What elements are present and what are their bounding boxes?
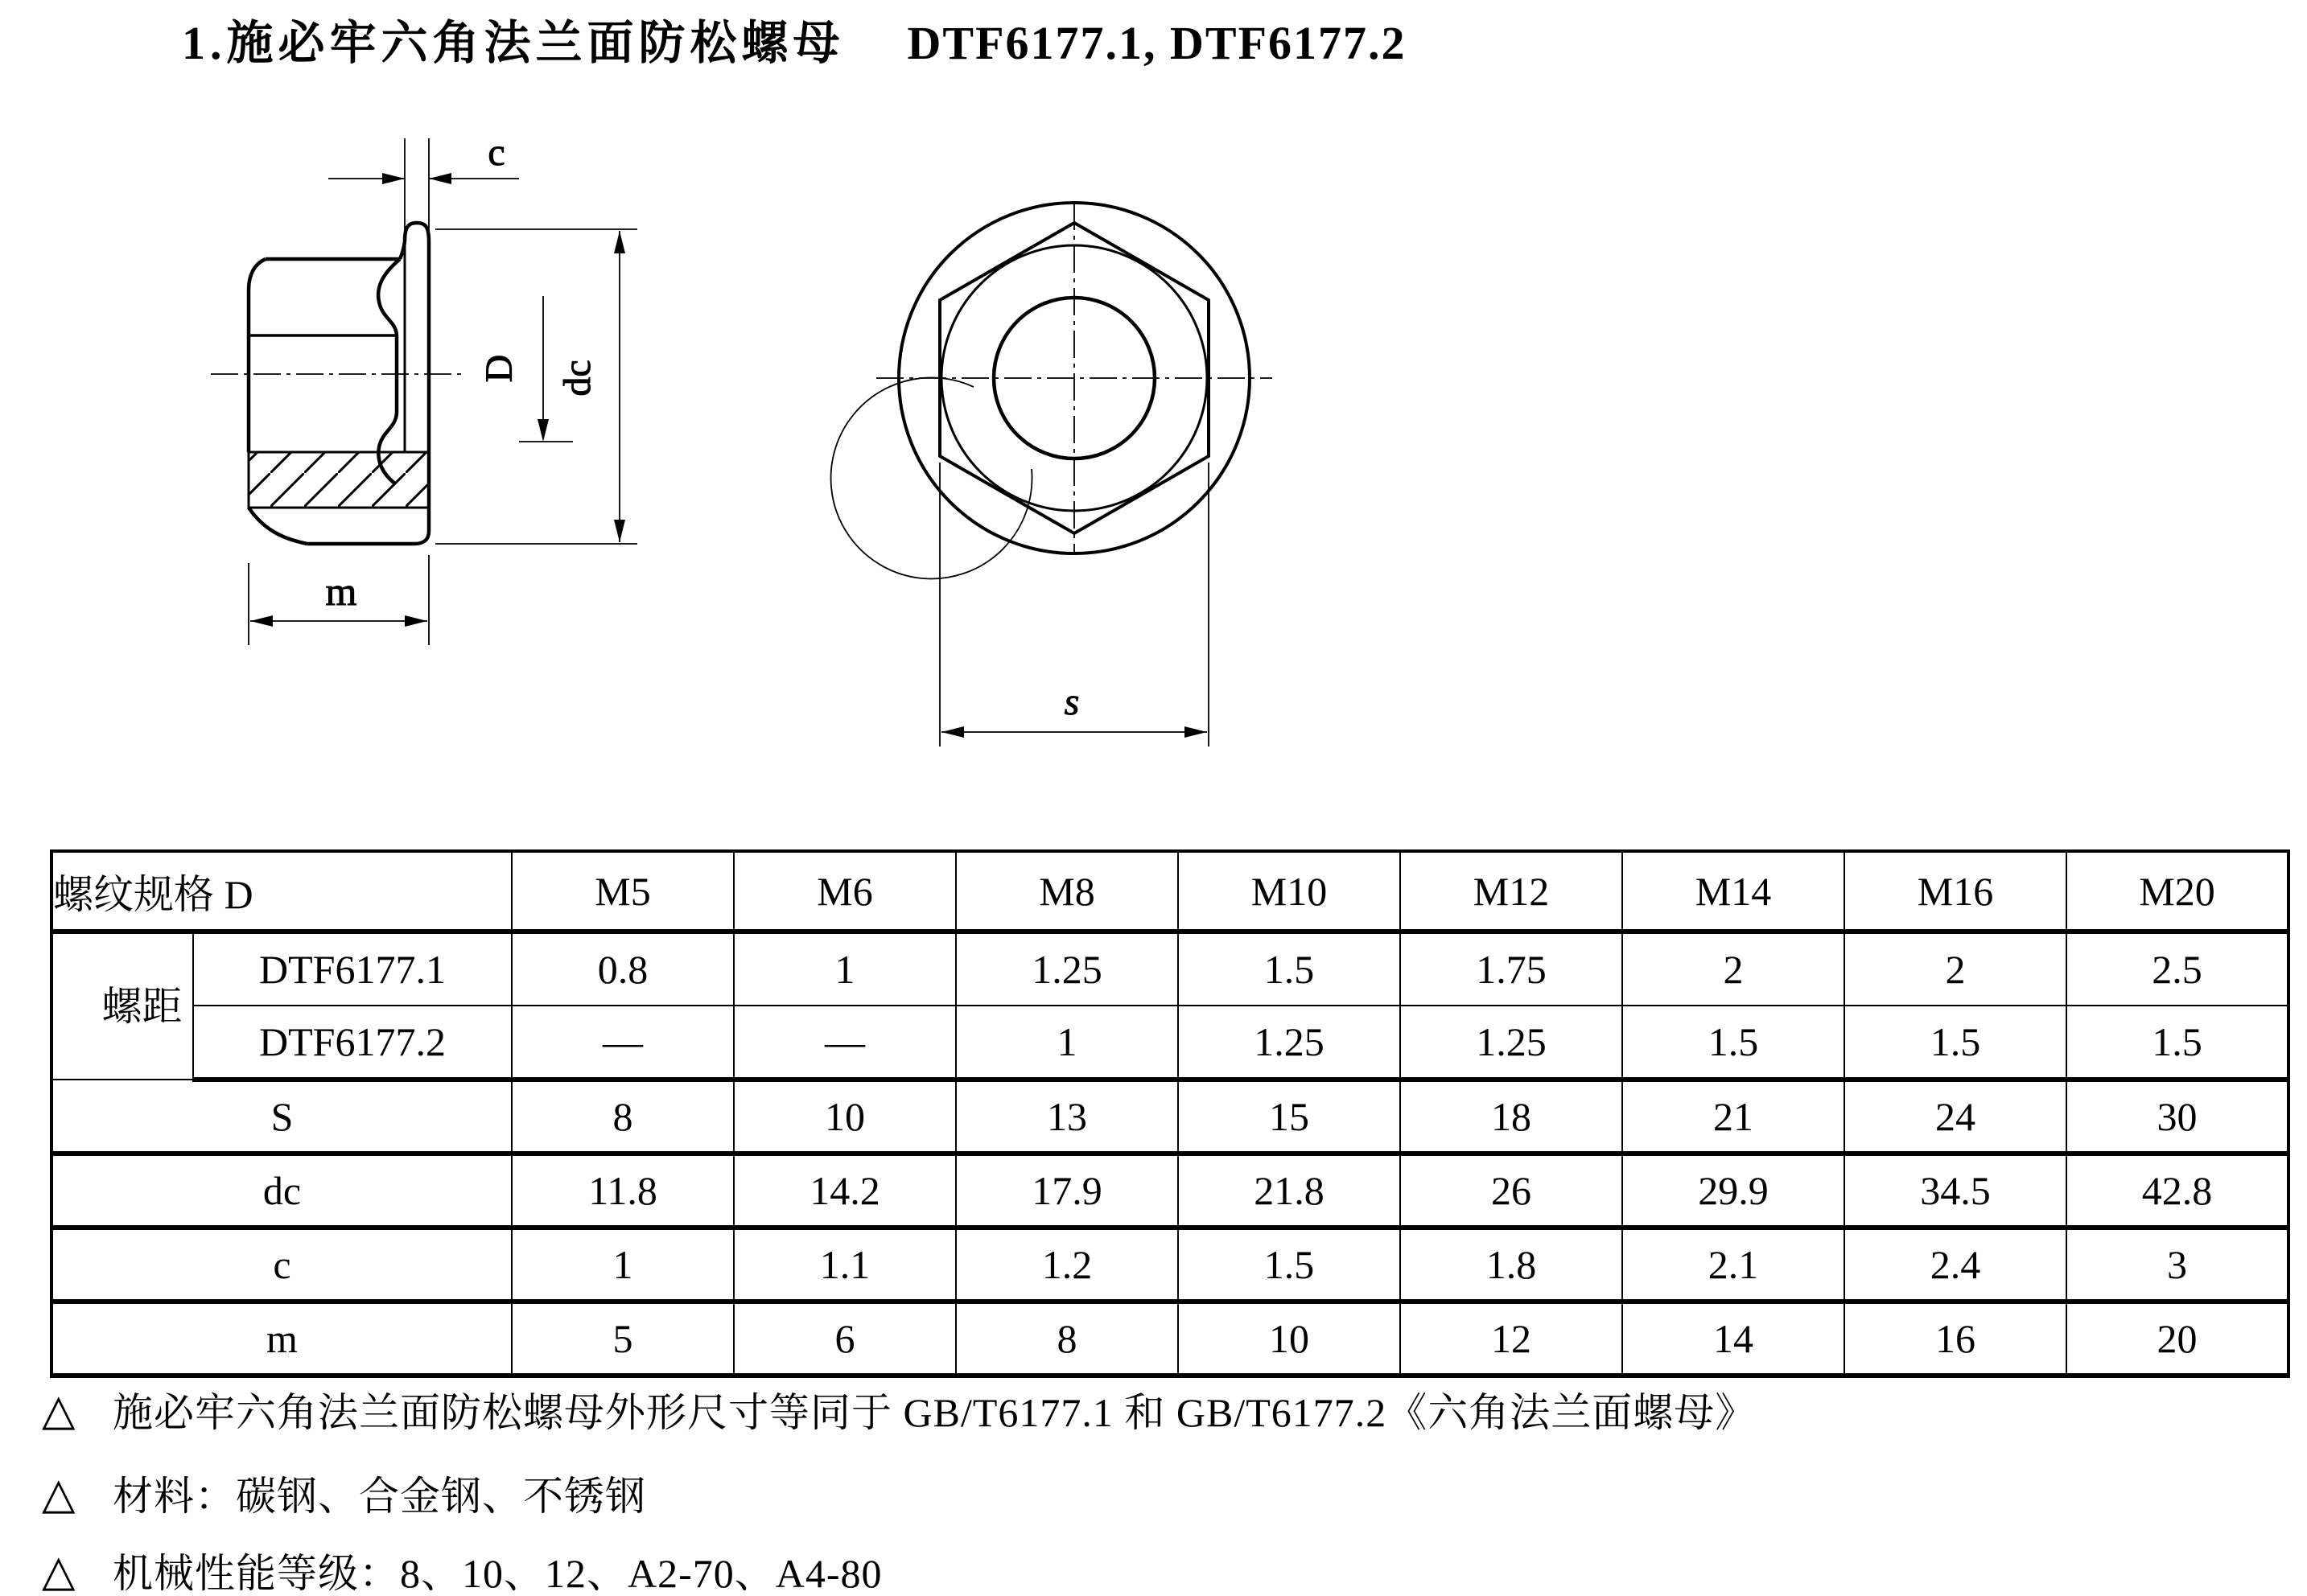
table-cell: 14 (1622, 1302, 1844, 1376)
table-cell: 21 (1622, 1080, 1844, 1154)
row-label: S (51, 1080, 512, 1154)
footnote-mechanical-grade (42, 1541, 883, 1596)
footnote-equivalence (42, 1380, 1756, 1438)
technical-drawing (0, 0, 1609, 837)
row-label: DTF6177.2 (193, 1006, 512, 1080)
table-cell: — (512, 1006, 734, 1080)
dim-m-arrow-left (250, 615, 273, 627)
footnote-text: 材料：碳钢、合金钢、不锈钢 (113, 1474, 646, 1519)
table-cell: 1.1 (734, 1228, 956, 1302)
table-cell: 1.5 (1178, 1228, 1400, 1302)
spec-header-cell: 螺纹规格 D (51, 851, 512, 932)
footnote-text: 机械性能等级：8、10、12、A2-70、A4-80 (113, 1551, 883, 1596)
table-cell: 2.4 (1844, 1228, 2066, 1302)
table-cell: 8 (512, 1080, 734, 1154)
dim-s-arrow-left (941, 726, 964, 738)
table-cell: 1 (734, 932, 956, 1006)
col-header-m20: M20 (2066, 851, 2288, 932)
table-cell: 42.8 (2066, 1154, 2288, 1228)
table-cell: 1.5 (1622, 1006, 1844, 1080)
table-cell: 11.8 (512, 1154, 734, 1228)
table-cell: 15 (1178, 1080, 1400, 1154)
table-cell: 16 (1844, 1302, 2066, 1376)
row-label: DTF6177.1 (193, 932, 512, 1006)
table-row-dtf6177-2 (51, 1006, 2288, 1080)
table-cell: 17.9 (956, 1154, 1178, 1228)
pitch-group-label: 螺距 (101, 984, 183, 1029)
table-cell: 18 (1400, 1080, 1622, 1154)
row-label: m (51, 1302, 512, 1376)
table-cell: 29.9 (1622, 1154, 1844, 1228)
table-cell: 1.75 (1400, 932, 1622, 1006)
table-cell: 3 (2066, 1228, 2288, 1302)
table-cell: 21.8 (1178, 1154, 1400, 1228)
table-cell: — (734, 1006, 956, 1080)
table-cell: 1.2 (956, 1228, 1178, 1302)
table-cell: 1.25 (1400, 1006, 1622, 1080)
table-header-row (51, 851, 2288, 932)
table-cell: 0.8 (512, 932, 734, 1006)
dim-dc-arrow-bottom (614, 520, 625, 542)
table-row-m (51, 1302, 2288, 1376)
table-cell: 20 (2066, 1302, 2288, 1376)
dim-m-arrow-right (405, 615, 427, 627)
footnote-text: 施必牢六角法兰面防松螺母外形尺寸等同于 GB/T6177.1 和 GB/T6177.2《六角法兰面螺母》 (113, 1390, 1757, 1435)
col-header-m16: M16 (1844, 851, 2066, 932)
table-cell: 2.5 (2066, 932, 2288, 1006)
col-header-m5: M5 (512, 851, 734, 932)
table-cell: 1.5 (1178, 932, 1400, 1006)
pitch-group-cell (51, 932, 193, 1080)
table-cell: 2 (1844, 932, 2066, 1006)
table-cell: 1.25 (956, 932, 1178, 1006)
col-header-m10: M10 (1178, 851, 1400, 932)
dim-m-label: m (325, 569, 357, 614)
dim-c-arrow-left (382, 173, 405, 184)
table-cell: 10 (734, 1080, 956, 1154)
table-cell: 14.2 (734, 1154, 956, 1228)
table-cell: 30 (2066, 1080, 2288, 1154)
table-cell: 13 (956, 1080, 1178, 1154)
table-row-dc (51, 1154, 2288, 1228)
table-cell: 6 (734, 1302, 956, 1376)
dim-c-label: c (488, 131, 505, 174)
table-cell: 1.5 (1844, 1006, 2066, 1080)
table-cell: 24 (1844, 1080, 2066, 1154)
table-cell: 1 (512, 1228, 734, 1302)
table-cell: 8 (956, 1302, 1178, 1376)
table-cell: 12 (1400, 1302, 1622, 1376)
dim-s-label: s (1064, 681, 1080, 723)
col-header-m8: M8 (956, 851, 1178, 932)
dim-D-label: D (478, 354, 521, 383)
table-cell: 10 (1178, 1302, 1400, 1376)
top-view (831, 203, 1272, 747)
table-cell: 1.8 (1400, 1228, 1622, 1302)
dim-c-arrow-right (429, 173, 451, 184)
triangle-bullet-icon: △ (42, 1546, 76, 1595)
table-cell: 34.5 (1844, 1154, 2066, 1228)
table-cell: 1.25 (1178, 1006, 1400, 1080)
triangle-bullet-icon: △ (42, 1385, 76, 1434)
table-cell: 1.5 (2066, 1006, 2288, 1080)
table-row-s (51, 1080, 2288, 1154)
table-cell: 2.1 (1622, 1228, 1844, 1302)
page-title-codes: DTF6177.1, DTF6177.2 (907, 17, 1407, 69)
table-row-dtf6177-1 (51, 932, 2288, 1006)
section-hatch (249, 452, 429, 508)
dim-dc-label: dc (556, 360, 599, 397)
triangle-bullet-icon: △ (42, 1469, 76, 1518)
col-header-m14: M14 (1622, 851, 1844, 932)
table-cell: 1 (956, 1006, 1178, 1080)
side-view (211, 131, 637, 645)
col-header-m12: M12 (1400, 851, 1622, 932)
table-cell: 5 (512, 1302, 734, 1376)
table-cell: 26 (1400, 1154, 1622, 1228)
col-header-m6: M6 (734, 851, 956, 932)
row-label: c (51, 1228, 512, 1302)
dim-dc (435, 229, 637, 544)
row-label: dc (51, 1154, 512, 1228)
dim-D-arrow (538, 419, 549, 442)
dim-dc-arrow-top (614, 231, 625, 253)
dimensions-table (50, 849, 2290, 1378)
table-row-c (51, 1228, 2288, 1302)
dim-s-arrow-right (1184, 726, 1207, 738)
table-cell: 2 (1622, 932, 1844, 1006)
footnote-material (42, 1464, 646, 1522)
page-title-chinese: 1.施必牢六角法兰面防松螺母 (182, 17, 845, 69)
